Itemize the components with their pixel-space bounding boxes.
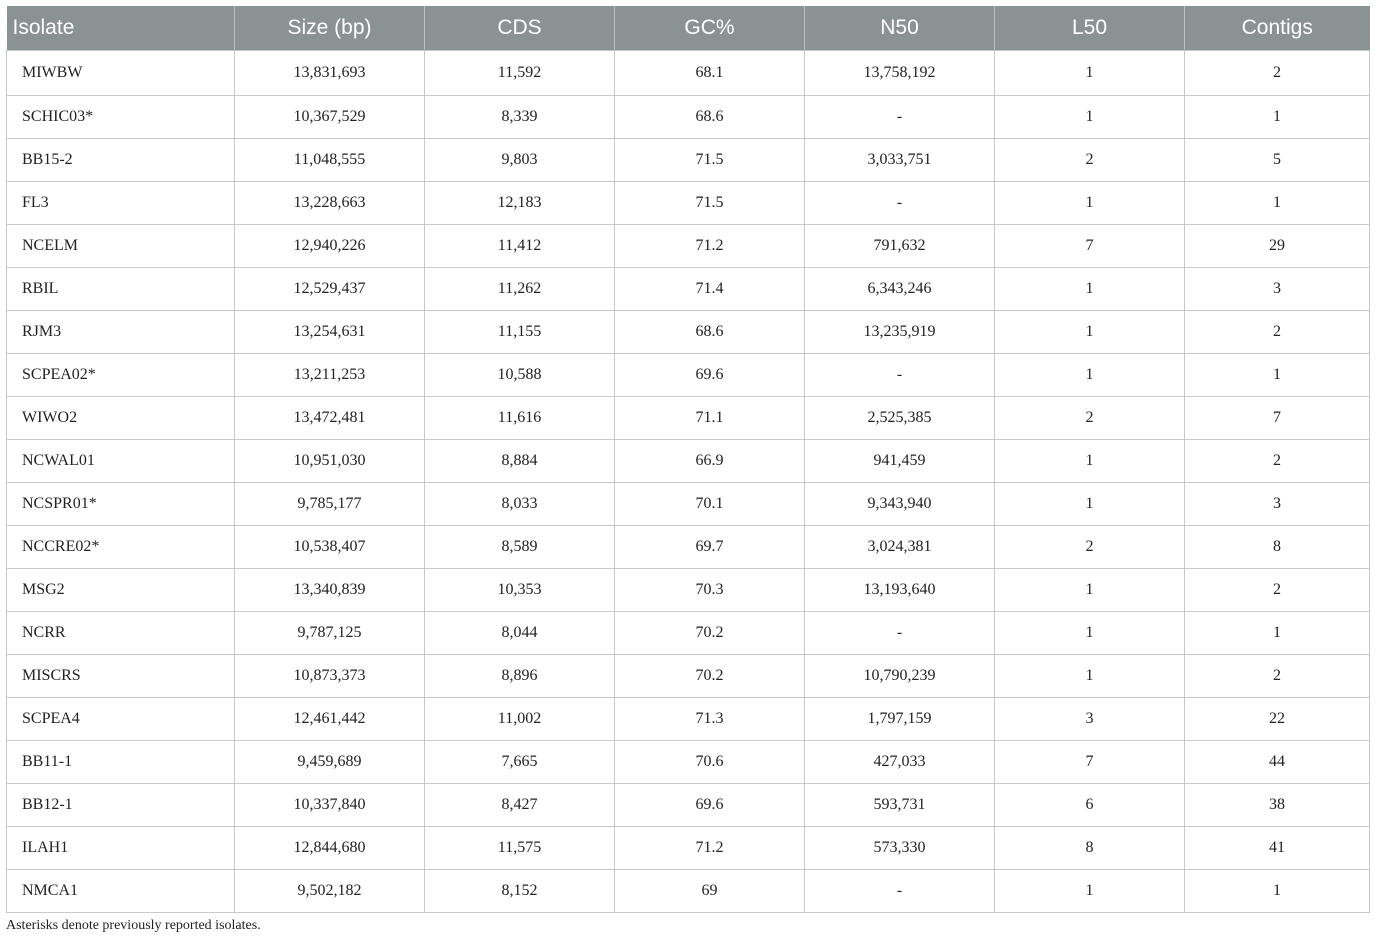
cell-contigs: 2: [1185, 655, 1370, 698]
cell-n50: 9,343,940: [805, 483, 995, 526]
cell-cds: 11,616: [425, 397, 615, 440]
cell-l50: 2: [995, 526, 1185, 569]
table-row: [7, 569, 1370, 612]
cell-l50: 2: [995, 397, 1185, 440]
cell-contigs: 1: [1185, 354, 1370, 397]
cell-cds: 10,353: [425, 569, 615, 612]
cell-l50: 1: [995, 96, 1185, 139]
cell-contigs: 8: [1185, 526, 1370, 569]
cell-gc: 69: [615, 870, 805, 913]
cell-n50: 13,758,192: [805, 51, 995, 96]
cell-cds: 10,588: [425, 354, 615, 397]
table-row: [7, 741, 1370, 784]
cell-contigs: 41: [1185, 827, 1370, 870]
cell-isolate: NCWAL01: [7, 440, 235, 483]
cell-n50: 593,731: [805, 784, 995, 827]
cell-contigs: 2: [1185, 569, 1370, 612]
cell-gc: 68.6: [615, 311, 805, 354]
cell-size: 13,472,481: [235, 397, 425, 440]
cell-l50: 7: [995, 225, 1185, 268]
cell-n50: -: [805, 354, 995, 397]
cell-cds: 11,262: [425, 268, 615, 311]
cell-gc: 71.2: [615, 827, 805, 870]
table-body: [7, 51, 1370, 913]
cell-l50: 1: [995, 311, 1185, 354]
cell-size: 9,785,177: [235, 483, 425, 526]
cell-cds: 8,427: [425, 784, 615, 827]
cell-cds: 8,033: [425, 483, 615, 526]
cell-isolate: SCPEA02*: [7, 354, 235, 397]
genome-stats-table: [6, 6, 1370, 913]
cell-size: 10,337,840: [235, 784, 425, 827]
cell-isolate: NCRR: [7, 612, 235, 655]
header-row: [7, 6, 1370, 51]
cell-cds: 8,152: [425, 870, 615, 913]
cell-cds: 8,339: [425, 96, 615, 139]
table-row: [7, 397, 1370, 440]
cell-size: 12,529,437: [235, 268, 425, 311]
cell-cds: 11,002: [425, 698, 615, 741]
cell-isolate: MIWBW: [7, 51, 235, 96]
cell-l50: 1: [995, 182, 1185, 225]
cell-contigs: 1: [1185, 96, 1370, 139]
cell-n50: 13,235,919: [805, 311, 995, 354]
cell-l50: 3: [995, 698, 1185, 741]
cell-gc: 71.2: [615, 225, 805, 268]
cell-contigs: 3: [1185, 268, 1370, 311]
cell-l50: 1: [995, 440, 1185, 483]
table-row: [7, 827, 1370, 870]
header-size: Size (bp): [235, 6, 425, 51]
cell-cds: 8,589: [425, 526, 615, 569]
cell-l50: 1: [995, 268, 1185, 311]
cell-contigs: 5: [1185, 139, 1370, 182]
table-row: [7, 182, 1370, 225]
cell-isolate: RJM3: [7, 311, 235, 354]
cell-l50: 7: [995, 741, 1185, 784]
table-row: [7, 440, 1370, 483]
table-row: [7, 698, 1370, 741]
table-row: [7, 612, 1370, 655]
cell-isolate: WIWO2: [7, 397, 235, 440]
cell-isolate: FL3: [7, 182, 235, 225]
cell-contigs: 38: [1185, 784, 1370, 827]
cell-isolate: NCELM: [7, 225, 235, 268]
cell-n50: 941,459: [805, 440, 995, 483]
table-row: [7, 139, 1370, 182]
header-cds: CDS: [425, 6, 615, 51]
cell-isolate: BB15-2: [7, 139, 235, 182]
cell-contigs: 1: [1185, 182, 1370, 225]
cell-n50: -: [805, 612, 995, 655]
cell-gc: 70.3: [615, 569, 805, 612]
cell-l50: 1: [995, 655, 1185, 698]
cell-n50: -: [805, 96, 995, 139]
cell-cds: 11,412: [425, 225, 615, 268]
cell-contigs: 3: [1185, 483, 1370, 526]
cell-isolate: SCHIC03*: [7, 96, 235, 139]
cell-contigs: 29: [1185, 225, 1370, 268]
genome-stats-table-container: [6, 6, 1369, 913]
table-row: [7, 354, 1370, 397]
table-row: [7, 96, 1370, 139]
cell-l50: 1: [995, 483, 1185, 526]
table-row: [7, 870, 1370, 913]
cell-isolate: MISCRS: [7, 655, 235, 698]
cell-l50: 1: [995, 612, 1185, 655]
cell-isolate: NCCRE02*: [7, 526, 235, 569]
cell-n50: 573,330: [805, 827, 995, 870]
cell-gc: 70.6: [615, 741, 805, 784]
table-row: [7, 311, 1370, 354]
cell-size: 10,538,407: [235, 526, 425, 569]
cell-cds: 11,592: [425, 51, 615, 96]
cell-gc: 71.1: [615, 397, 805, 440]
cell-gc: 69.6: [615, 784, 805, 827]
cell-gc: 71.5: [615, 182, 805, 225]
cell-l50: 1: [995, 870, 1185, 913]
table-row: [7, 268, 1370, 311]
cell-n50: 10,790,239: [805, 655, 995, 698]
header-isolate: Isolate: [7, 6, 235, 51]
cell-n50: 3,024,381: [805, 526, 995, 569]
cell-isolate: NMCA1: [7, 870, 235, 913]
cell-size: 10,951,030: [235, 440, 425, 483]
table-row: [7, 784, 1370, 827]
cell-size: 9,787,125: [235, 612, 425, 655]
header-l50: L50: [995, 6, 1185, 51]
cell-size: 10,873,373: [235, 655, 425, 698]
cell-n50: -: [805, 182, 995, 225]
cell-size: 12,844,680: [235, 827, 425, 870]
cell-size: 13,211,253: [235, 354, 425, 397]
cell-isolate: NCSPR01*: [7, 483, 235, 526]
cell-isolate: RBIL: [7, 268, 235, 311]
header-contigs: Contigs: [1185, 6, 1370, 51]
cell-contigs: 2: [1185, 51, 1370, 96]
cell-size: 12,940,226: [235, 225, 425, 268]
cell-size: 13,340,839: [235, 569, 425, 612]
cell-gc: 69.7: [615, 526, 805, 569]
table-row: [7, 655, 1370, 698]
cell-l50: 8: [995, 827, 1185, 870]
cell-gc: 66.9: [615, 440, 805, 483]
cell-size: 9,459,689: [235, 741, 425, 784]
cell-isolate: BB11-1: [7, 741, 235, 784]
cell-isolate: SCPEA4: [7, 698, 235, 741]
cell-gc: 68.1: [615, 51, 805, 96]
cell-n50: 3,033,751: [805, 139, 995, 182]
cell-isolate: BB12-1: [7, 784, 235, 827]
cell-size: 13,254,631: [235, 311, 425, 354]
cell-n50: 6,343,246: [805, 268, 995, 311]
cell-l50: 1: [995, 569, 1185, 612]
cell-cds: 9,803: [425, 139, 615, 182]
cell-isolate: ILAH1: [7, 827, 235, 870]
cell-size: 13,831,693: [235, 51, 425, 96]
cell-gc: 69.6: [615, 354, 805, 397]
cell-cds: 8,044: [425, 612, 615, 655]
cell-gc: 70.2: [615, 655, 805, 698]
cell-cds: 7,665: [425, 741, 615, 784]
cell-isolate: MSG2: [7, 569, 235, 612]
cell-gc: 70.2: [615, 612, 805, 655]
cell-n50: -: [805, 870, 995, 913]
cell-l50: 1: [995, 354, 1185, 397]
cell-gc: 71.4: [615, 268, 805, 311]
cell-cds: 12,183: [425, 182, 615, 225]
cell-size: 10,367,529: [235, 96, 425, 139]
cell-contigs: 7: [1185, 397, 1370, 440]
cell-contigs: 44: [1185, 741, 1370, 784]
cell-l50: 6: [995, 784, 1185, 827]
table-row: [7, 51, 1370, 96]
header-n50: N50: [805, 6, 995, 51]
cell-contigs: 1: [1185, 612, 1370, 655]
cell-n50: 1,797,159: [805, 698, 995, 741]
cell-gc: 70.1: [615, 483, 805, 526]
cell-n50: 2,525,385: [805, 397, 995, 440]
cell-n50: 13,193,640: [805, 569, 995, 612]
cell-contigs: 1: [1185, 870, 1370, 913]
cell-gc: 68.6: [615, 96, 805, 139]
cell-cds: 8,884: [425, 440, 615, 483]
cell-cds: 11,575: [425, 827, 615, 870]
cell-size: 11,048,555: [235, 139, 425, 182]
table-row: [7, 526, 1370, 569]
cell-contigs: 22: [1185, 698, 1370, 741]
header-gc: GC%: [615, 6, 805, 51]
cell-contigs: 2: [1185, 440, 1370, 483]
cell-n50: 791,632: [805, 225, 995, 268]
table-row: [7, 225, 1370, 268]
cell-contigs: 2: [1185, 311, 1370, 354]
footnote: Asterisks denote previously reported isolates.: [6, 918, 261, 933]
cell-size: 12,461,442: [235, 698, 425, 741]
cell-size: 9,502,182: [235, 870, 425, 913]
table-header: [7, 6, 1370, 51]
cell-l50: 2: [995, 139, 1185, 182]
cell-size: 13,228,663: [235, 182, 425, 225]
table-row: [7, 483, 1370, 526]
cell-l50: 1: [995, 51, 1185, 96]
cell-gc: 71.3: [615, 698, 805, 741]
cell-cds: 8,896: [425, 655, 615, 698]
cell-cds: 11,155: [425, 311, 615, 354]
cell-n50: 427,033: [805, 741, 995, 784]
cell-gc: 71.5: [615, 139, 805, 182]
